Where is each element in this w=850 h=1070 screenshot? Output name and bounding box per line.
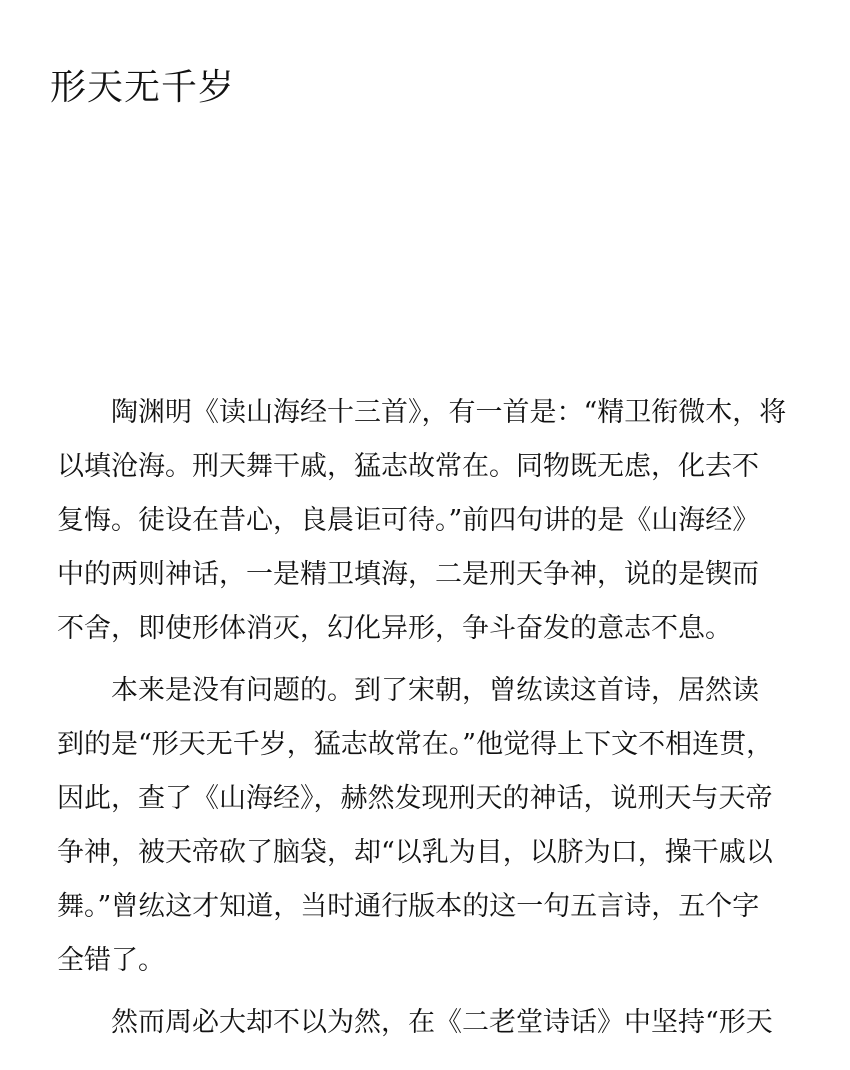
text-line: 不舍，即使形体消灭，幻化异形，争斗奋发的意志不息。 [57,613,732,644]
body-text [57,386,817,1050]
paragraph-3 [57,996,817,1050]
text-line: 以填沧海。刑天舞干戚，猛志故常在。同物既无虑，化去不 [57,451,759,482]
text-line: 争神，被天帝砍了脑袋，却“以乳为目，以脐为口，操干戚以 [57,837,773,868]
page-title: 形天无千岁 [50,67,236,108]
text-line: 因此，查了《山海经》，赫然发现刑天的神话，说刑天与天帝 [57,783,773,814]
text-line: 到的是“形天无千岁，猛志故常在。”他觉得上下文不相连贯， [57,729,774,760]
paragraph-gap [57,988,817,996]
paragraph-2 [57,664,817,988]
text-line: 复悔。徒设在昔心，良晨讵可待。”前四句讲的是《山海经》 [57,505,760,536]
text-line: 然而周必大却不以为然，在《二老堂诗话》中坚持“形天 [111,1007,773,1038]
text-line: 中的两则神话，一是精卫填海，二是刑天争神，说的是锲而 [57,559,759,590]
text-line: 陶渊明《读山海经十三首》，有一首是：“精卫衔微木，将 [111,397,787,428]
paragraph-1 [57,386,817,656]
text-line: 全错了。 [57,945,165,976]
paragraph-gap [57,656,817,664]
text-line: 舞。”曾纮这才知道，当时通行版本的这一句五言诗，五个字 [57,891,760,922]
text-line: 本来是没有问题的。到了宋朝，曾纮读这首诗，居然读 [111,675,759,706]
